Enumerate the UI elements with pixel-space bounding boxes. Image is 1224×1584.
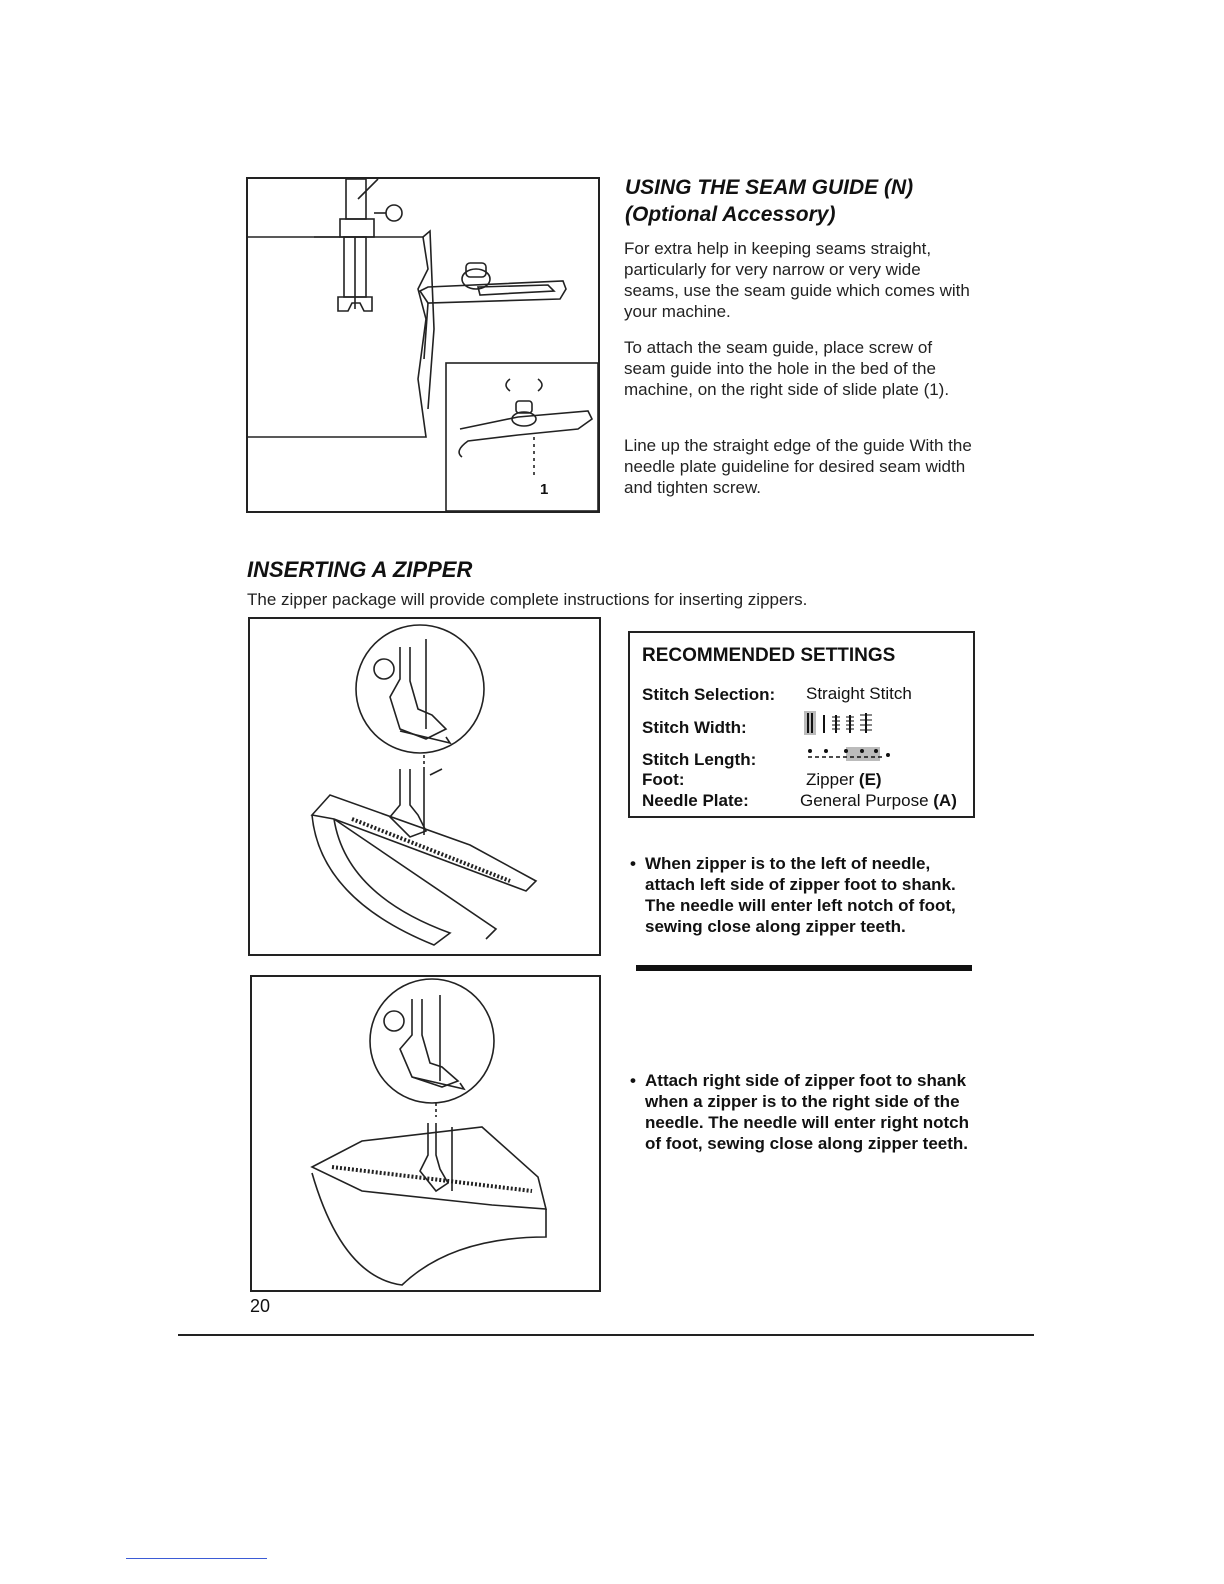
zipper-left-illustration xyxy=(250,619,599,954)
bottom-link-underline xyxy=(126,1558,267,1559)
stitch-width-dial-icon xyxy=(804,709,894,741)
seam-guide-paragraph-3: Line up the straight edge of the guide With the needle plate guideline for desired seam width and tighten screw. xyxy=(624,436,972,497)
foot-value xyxy=(806,770,882,790)
zipper-left-figure xyxy=(248,617,601,956)
zipper-title: INSERTING A ZIPPER xyxy=(247,557,473,582)
seam-guide-title-line2: (Optional Accessory) xyxy=(625,203,836,226)
bullet-mark: • xyxy=(630,854,636,873)
callout-1: 1 xyxy=(540,481,549,498)
needle-plate-value xyxy=(800,791,957,811)
zipper-right-text: Attach right side of zipper foot to shank when a zipper is to the right side of the needle. The needle will enter right notch of foot, sewing close along zipper teeth. xyxy=(645,1071,969,1153)
foot-code: (E) xyxy=(858,770,882,789)
footer-rule xyxy=(178,1334,1034,1336)
seam-guide-figure xyxy=(246,177,600,513)
stitch-length-label: Stitch Length: xyxy=(642,750,757,769)
zipper-intro: The zipper package will provide complete instructions for inserting zippers. xyxy=(247,590,808,609)
stitch-length-dial-icon xyxy=(806,745,896,765)
zipper-right-illustration xyxy=(252,977,599,1290)
seam-guide-illustration xyxy=(248,179,598,511)
foot-label: Foot: xyxy=(642,770,685,789)
zipper-right-instruction xyxy=(630,1070,978,1154)
recommended-settings-box xyxy=(628,631,975,818)
page-number: 20 xyxy=(250,1296,271,1316)
needle-plate-value-text: General Purpose xyxy=(800,791,934,810)
zipper-right-figure xyxy=(250,975,601,1292)
divider-rule xyxy=(636,965,972,971)
zipper-left-instruction xyxy=(630,853,978,937)
needle-plate-code: (A) xyxy=(933,791,957,810)
seam-guide-title-line1: USING THE SEAM GUIDE (N) xyxy=(625,176,914,199)
zipper-left-text: When zipper is to the left of needle, attach left side of zipper foot to shank. The needle will enter left notch of foot, sewing close along zipper teeth. xyxy=(645,854,956,936)
stitch-selection-label: Stitch Selection: xyxy=(642,685,776,704)
settings-heading: RECOMMENDED SETTINGS xyxy=(642,645,896,666)
seam-guide-paragraph-1: For extra help in keeping seams straight, particularly for very narrow or very wide seams, use the seam guide which comes with your machine. xyxy=(624,239,970,321)
bullet-mark: • xyxy=(630,1071,636,1090)
needle-plate-label: Needle Plate: xyxy=(642,791,749,810)
foot-value-text: Zipper xyxy=(806,770,859,789)
stitch-width-label: Stitch Width: xyxy=(642,718,747,737)
stitch-selection-value: Straight Stitch xyxy=(806,684,912,703)
seam-guide-title xyxy=(625,174,985,228)
seam-guide-paragraph-2: To attach the seam guide, place screw of seam guide into the hole in the bed of the machine, on the right side of slide plate (1). xyxy=(624,338,950,399)
